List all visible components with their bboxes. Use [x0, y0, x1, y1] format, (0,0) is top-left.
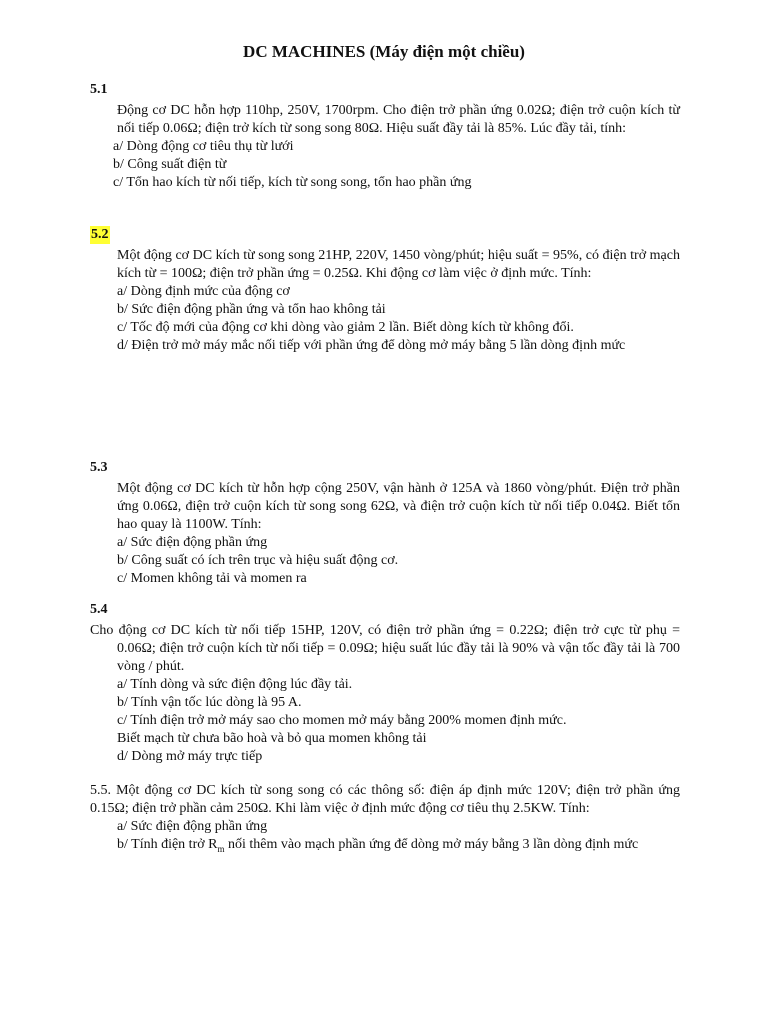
problem-5-3	[90, 458, 680, 588]
problem-number: 5.4	[90, 602, 108, 617]
list-item: b/ Công suất điện từ	[113, 157, 227, 172]
list-item: a/ Dòng định mức của động cơ	[117, 284, 290, 299]
list-item: a/ Dòng động cơ tiêu thụ từ lưới	[113, 139, 294, 154]
item-b-subscript: m	[217, 843, 225, 854]
list-item: Biết mạch từ chưa bão hoà và bỏ qua momen không tải	[117, 731, 427, 746]
problem-5-1	[90, 80, 680, 192]
problem-text: Một động cơ DC kích từ song song 21HP, 220V, 1450 vòng/phút; hiệu suất = 95%, có điện trở mạch kích từ = 100Ω; điện trở phần ứng = 0.25Ω. Khi động cơ làm việc ở định mức. Tính:	[117, 248, 680, 281]
problem-text: Động cơ DC hỗn hợp 110hp, 250V, 1700rpm. Cho điện trở phần ứng 0.02Ω; điện trở cuộn kích từ nối tiếp 0.06Ω; điện trở kích từ song song 80Ω. Hiệu suất đầy tải là 85%. Lúc đầy tải, tính:	[117, 103, 680, 136]
item-b-suffix: nối thêm vào mạch phần ứng để dòng mở máy bằng 3 lần dòng định mức	[224, 837, 639, 852]
problem-5-4	[90, 600, 680, 766]
problem-5-5	[90, 782, 680, 858]
list-item: c/ Tổn hao kích từ nối tiếp, kích từ song song, tổn hao phần ứng	[113, 175, 472, 190]
list-item: a/ Sức điện động phần ứng	[117, 819, 268, 834]
list-item: a/ Tính dòng và sức điện động lúc đầy tải.	[117, 677, 353, 692]
list-item: c/ Tính điện trở mở máy sao cho momen mở máy bằng 200% momen định mức.	[117, 713, 567, 728]
list-item	[90, 836, 680, 858]
problem-5-2	[90, 225, 680, 355]
list-item: a/ Sức điện động phần ứng	[117, 535, 268, 550]
document-title: DC MACHINES (Máy điện một chiều)	[243, 42, 525, 61]
list-item: d/ Điện trở mở máy mắc nối tiếp với phần ứng để dòng mở máy bằng 5 lần dòng định mức	[117, 338, 626, 353]
list-item: d/ Dòng mở máy trực tiếp	[117, 749, 263, 764]
problem-number: 5.1	[90, 82, 108, 97]
problem-body: Một động cơ DC kích từ song song có các thông số: điện áp định mức 120V; điện trở phần ứng 0.15Ω; điện trở phần cảm 250Ω. Khi làm việc ở định mức động cơ tiêu thụ 2.5KW. Tính:	[90, 783, 680, 816]
problem-number-highlighted: 5.2	[91, 227, 109, 242]
list-item: b/ Tính vận tốc lúc dòng là 95 A.	[117, 695, 302, 710]
list-item: c/ Momen không tải và momen ra	[117, 571, 307, 586]
list-item: b/ Sức điện động phần ứng và tổn hao không tải	[117, 302, 386, 317]
list-item: b/ Công suất có ích trên trục và hiệu suất động cơ.	[117, 553, 399, 568]
problem-text: Cho động cơ DC kích từ nối tiếp 15HP, 120V, có điện trở phần ứng = 0.22Ω; điện trở cực từ phụ = 0.06Ω; điện trở cuộn kích từ nối tiếp = 0.09Ω; hiệu suất lúc đầy tải là 90% và vận tốc đầy tải là 700 vòng / phút.	[90, 623, 680, 674]
problem-text: Một động cơ DC kích từ hỗn hợp cộng 250V, vận hành ở 125A và 1860 vòng/phút. Điện trở phần ứng 0.06Ω, điện trở cuộn kích từ song song 62Ω, và điện trở cuộn kích từ nối tiếp 0.04Ω. Biết tổn hao quay là 1100W. Tính:	[117, 481, 680, 532]
problem-text	[90, 782, 680, 818]
problem-number: 5.5.	[90, 783, 111, 798]
list-item: c/ Tốc độ mới của động cơ khi dòng vào giảm 2 lần. Biết dòng kích từ không đổi.	[117, 320, 574, 335]
item-b-prefix: b/ Tính điện trở R	[117, 837, 218, 852]
problem-number: 5.3	[90, 460, 108, 475]
